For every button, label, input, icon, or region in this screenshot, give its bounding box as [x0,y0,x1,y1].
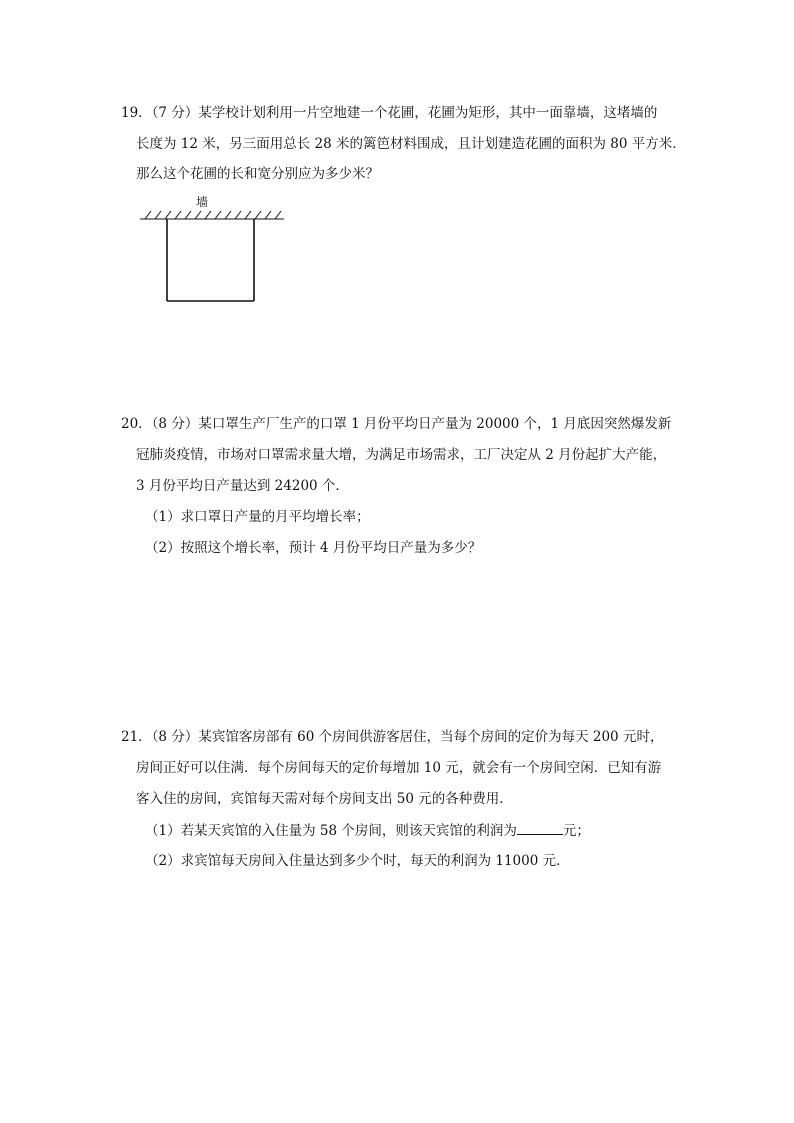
q21-number: 21． [121,729,152,745]
q21-part-1-unit: 元； [562,823,590,839]
fence-rectangle [167,219,254,301]
q20-line-1 [121,414,671,434]
wall-label: 墙 [196,195,209,209]
q19-text-1: 某学校计划利用一片空地建一个花圃，花圃为矩形，其中一面靠墙，这堵墙的 [198,105,658,121]
q20-score: （8 分） [151,416,199,432]
q20-line-3: 3 月份平均日产量达到 24200 个． [136,478,349,494]
q21-score: （8 分） [151,729,199,745]
q20-text-1: 某口罩生产厂生产的口罩 1 月份平均日产量为 20000 个，1 月底因突然爆发新 [198,416,672,432]
garden-diagram [136,194,288,306]
q19-line-2: 长度为 12 米，另三面用总长 28 米的篱笆材料围成，且计划建造花圃的面积为 80 平方米． [136,136,686,152]
q21-part-1-text: （1）若某天宾馆的入住量为 58 个房间，则该天宾馆的利润为 [145,823,517,839]
q20-number: 20． [121,416,152,432]
q21-text-1: 某宾馆客房部有 60 个房间供游客居住，当每个房间的定价为每天 200 元时， [198,729,664,745]
answer-blank[interactable] [517,820,563,835]
q21-line-1 [121,727,663,747]
q21-part-2: （2）求宾馆每天房间入住量达到多少个时，每天的利润为 11000 元． [145,853,570,869]
q20-part-1: （1）求口罩日产量的月平均增长率； [145,509,370,525]
wall-hatching [140,211,284,219]
q21-line-3: 客入住的房间，宾馆每天需对每个房间支出 50 元的各种费用． [136,791,513,807]
q21-part-1 [145,820,590,841]
q21-line-2: 房间正好可以住满．每个房间每天的定价每增加 10 元，就会有一个房间空闲．已知有游 [136,760,662,776]
q19-number: 19． [121,105,152,121]
q19-line-1 [121,103,657,123]
q20-part-2: （2）按照这个增长率，预计 4 月份平均日产量为多少？ [145,540,482,556]
q20-line-2: 冠肺炎疫情，市场对口罩需求量大增，为满足市场需求，工厂决定从 2 月份起扩大产能， [136,447,667,463]
q19-score: （7 分） [151,105,199,121]
q19-line-3: 那么这个花圃的长和宽分别应为多少米？ [136,166,379,182]
